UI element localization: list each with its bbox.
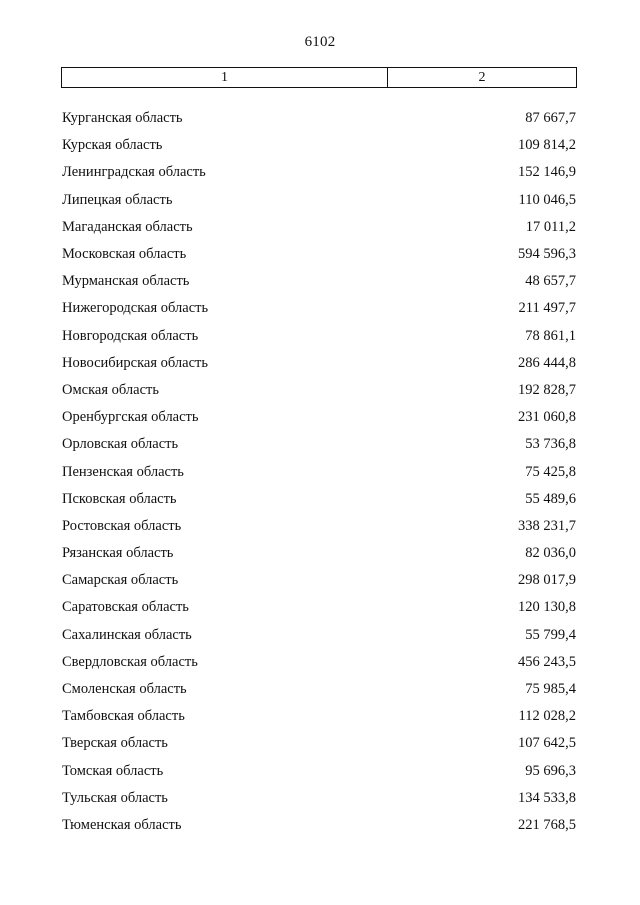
region-value: 298 017,9 [518,572,576,589]
region-value: 456 243,5 [518,653,576,670]
region-value: 286 444,8 [518,354,576,371]
region-name: Новгородская область [62,327,199,344]
table-row [62,323,576,350]
table-row [62,812,576,839]
table-row [62,431,576,458]
table-row [62,105,576,132]
region-name: Томская область [62,762,164,779]
region-value: 55 489,6 [525,490,576,507]
region-value: 95 696,3 [525,762,576,779]
region-value: 221 768,5 [518,816,576,833]
region-name: Магаданская область [62,218,193,235]
region-name: Псковская область [62,490,177,507]
region-name: Московская область [62,246,187,263]
region-value: 75 425,8 [525,463,576,480]
region-name: Рязанская область [62,545,174,562]
region-name: Тульская область [62,789,168,806]
region-value: 594 596,3 [518,246,576,263]
region-value: 231 060,8 [518,409,576,426]
table-row [62,295,576,322]
table-row [62,404,576,431]
region-name: Пензенская область [62,463,184,480]
table-row [62,458,576,485]
region-name: Орловская область [62,436,179,453]
table-row [62,758,576,785]
region-value: 192 828,7 [518,381,576,398]
region-value: 107 642,5 [518,735,576,752]
table-row [62,622,576,649]
table-row [62,730,576,757]
region-name: Тюменская область [62,816,182,833]
region-value: 211 497,7 [518,300,576,317]
region-name: Оренбургская область [62,409,199,426]
table-row [62,594,576,621]
column-header-1: 1 [62,68,388,87]
table-row [62,785,576,812]
region-value: 48 657,7 [525,273,576,290]
table-row [62,241,576,268]
table-row [62,703,576,730]
region-name: Смоленская область [62,681,187,698]
table-row [62,132,576,159]
table-row [62,350,576,377]
region-value: 112 028,2 [518,708,576,725]
table-row [62,486,576,513]
table-row [62,187,576,214]
table-row [62,676,576,703]
region-name: Липецкая область [62,191,173,208]
region-name: Тамбовская область [62,708,185,725]
table-row [62,159,576,186]
region-name: Курганская область [62,110,183,127]
table-row [62,513,576,540]
table-row [62,377,576,404]
region-value: 338 231,7 [518,517,576,534]
region-name: Ленинградская область [62,164,206,181]
region-name: Тверская область [62,735,168,752]
region-value: 109 814,2 [518,137,576,154]
table-row [62,540,576,567]
region-name: Курская область [62,137,163,154]
region-value: 17 011,2 [525,218,576,235]
region-value: 152 146,9 [518,164,576,181]
region-value: 110 046,5 [518,191,576,208]
region-value: 78 861,1 [525,327,576,344]
region-name: Самарская область [62,572,179,589]
table-row [62,649,576,676]
region-name: Новосибирская область [62,354,208,371]
region-name: Мурманская область [62,273,190,290]
column-header-2: 2 [478,69,486,85]
table-row [62,567,576,594]
region-value: 82 036,0 [525,545,576,562]
table-body [62,105,576,839]
region-name: Ростовская область [62,517,182,534]
region-value: 134 533,8 [518,789,576,806]
region-name: Нижегородская область [62,300,209,317]
table-row [62,268,576,295]
table-row [62,214,576,241]
region-value: 87 667,7 [525,110,576,127]
region-name: Сахалинская область [62,626,192,643]
region-name: Саратовская область [62,599,189,616]
region-value: 55 799,4 [525,626,576,643]
region-value: 75 985,4 [525,681,576,698]
region-value: 53 736,8 [525,436,576,453]
region-name: Омская область [62,381,159,398]
page-number: 6102 [304,34,336,50]
region-value: 120 130,8 [518,599,576,616]
table-header [61,67,577,88]
region-name: Свердловская область [62,653,198,670]
